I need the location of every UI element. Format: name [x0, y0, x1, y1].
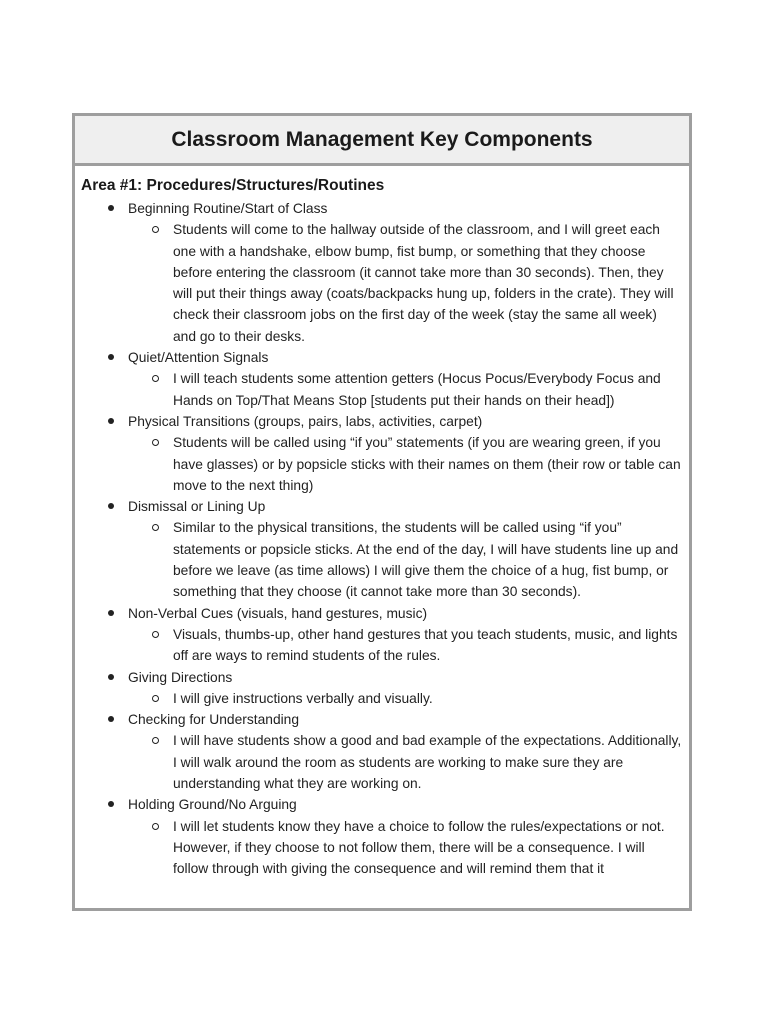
circle-bullet-icon: [152, 439, 159, 446]
sub-list: [128, 368, 683, 411]
sub-list: [128, 730, 683, 794]
circle-bullet-icon: [152, 524, 159, 531]
sub-list-item: [128, 816, 683, 880]
circle-bullet-icon: [152, 737, 159, 744]
list-item-label: Beginning Routine/Start of Class: [128, 201, 328, 216]
sub-list: [128, 816, 683, 880]
list-item: [81, 794, 683, 879]
sub-list-item: [128, 432, 683, 496]
circle-bullet-icon: [152, 823, 159, 830]
sub-list: [128, 219, 683, 347]
list-item-label: Non-Verbal Cues (visuals, hand gestures, music): [128, 605, 428, 621]
bullet-icon: [108, 354, 114, 360]
component-list: [81, 198, 683, 880]
circle-bullet-icon: [152, 375, 159, 382]
list-item: [81, 198, 683, 347]
sub-list-item: [128, 517, 683, 602]
document-title: Classroom Management Key Components: [171, 127, 593, 151]
list-item-label: Checking for Understanding: [128, 712, 300, 728]
list-item: [81, 411, 683, 496]
list-item: [81, 347, 683, 411]
circle-bullet-icon: [152, 695, 159, 702]
list-item-label: Physical Transitions (groups, pairs, labs, activities, carpet): [128, 413, 483, 429]
list-item-label: Holding Ground/No Arguing: [128, 797, 297, 813]
list-item: [81, 709, 683, 794]
circle-bullet-icon: [152, 226, 159, 233]
bullet-icon: [108, 716, 114, 722]
sub-list-item-text: Visuals, thumbs-up, other hand gestures that you teach students, music, and lights off are ways to remind students of the rules.: [173, 626, 678, 664]
sub-list: [128, 432, 683, 496]
circle-bullet-icon: [152, 631, 159, 638]
bullet-icon: [108, 610, 114, 616]
bullet-icon: [108, 418, 114, 424]
list-item: [81, 496, 683, 602]
sub-list-item-text: Similar to the physical transitions, the students will be called using “if you” statements or popsicle sticks. At the end of the day, I will have students line up and before we leave (as time allows) I will give them the choice of a hug, fist bump, or something that they choose (it cannot take more than 30 seconds).: [173, 520, 679, 600]
sub-list-item-text: Students will come to the hallway outside of the classroom, and I will greet each one with a handshake, elbow bump, fist bump, or something that they choose before entering the classroom (it cannot take more than 30 seconds). Then, they will put their things away (coats/backpacks hung up, folders in the crate). They will check their classroom jobs on the first day of the week (stay the same all week) and go to their desks.: [173, 222, 674, 344]
sub-list-item-text: Students will be called using “if you” statements (if you are wearing green, if you have glasses) or by popsicle sticks with their names on them (their row or table can move to the next thing): [173, 435, 681, 493]
sub-list-item: [128, 688, 683, 709]
sub-list-item: [128, 368, 683, 411]
sub-list-item: [128, 219, 683, 347]
list-item: [81, 667, 683, 710]
area-heading: Area #1: Procedures/Structures/Routines: [81, 177, 385, 194]
bullet-icon: [108, 674, 114, 680]
sub-list-item: [128, 730, 683, 794]
list-item-label: Quiet/Attention Signals: [128, 350, 269, 366]
sub-list-item-text: I will teach students some attention getters (Hocus Pocus/Everybody Focus and Hands on Top/That Means Stop [students put their hands on their head]): [173, 371, 661, 408]
sub-list-item-text: I will give instructions verbally and visually.: [173, 690, 433, 706]
sub-list: [128, 517, 683, 602]
bullet-icon: [108, 503, 114, 509]
sub-list-item: [128, 624, 683, 667]
list-item-label: Giving Directions: [128, 669, 233, 685]
sub-list-item-text: I will let students know they have a choice to follow the rules/expectations or not. However, if they choose to not follow them, there will be a consequence. I will follow through with giving the consequence and will remind them that it: [173, 818, 665, 877]
sub-list: [128, 624, 683, 667]
list-item: [81, 603, 683, 667]
bullet-icon: [108, 801, 114, 807]
title-cell: [75, 116, 689, 166]
content-cell: [75, 166, 689, 880]
components-table: [72, 113, 692, 911]
sub-list: [128, 688, 683, 709]
sub-list-item-text: I will have students show a good and bad example of the expectations. Additionally, I will walk around the room as students are working to make sure they are understanding what they are working on.: [173, 733, 682, 792]
list-item-label: Dismissal or Lining Up: [128, 499, 266, 515]
bullet-icon: [108, 205, 114, 211]
